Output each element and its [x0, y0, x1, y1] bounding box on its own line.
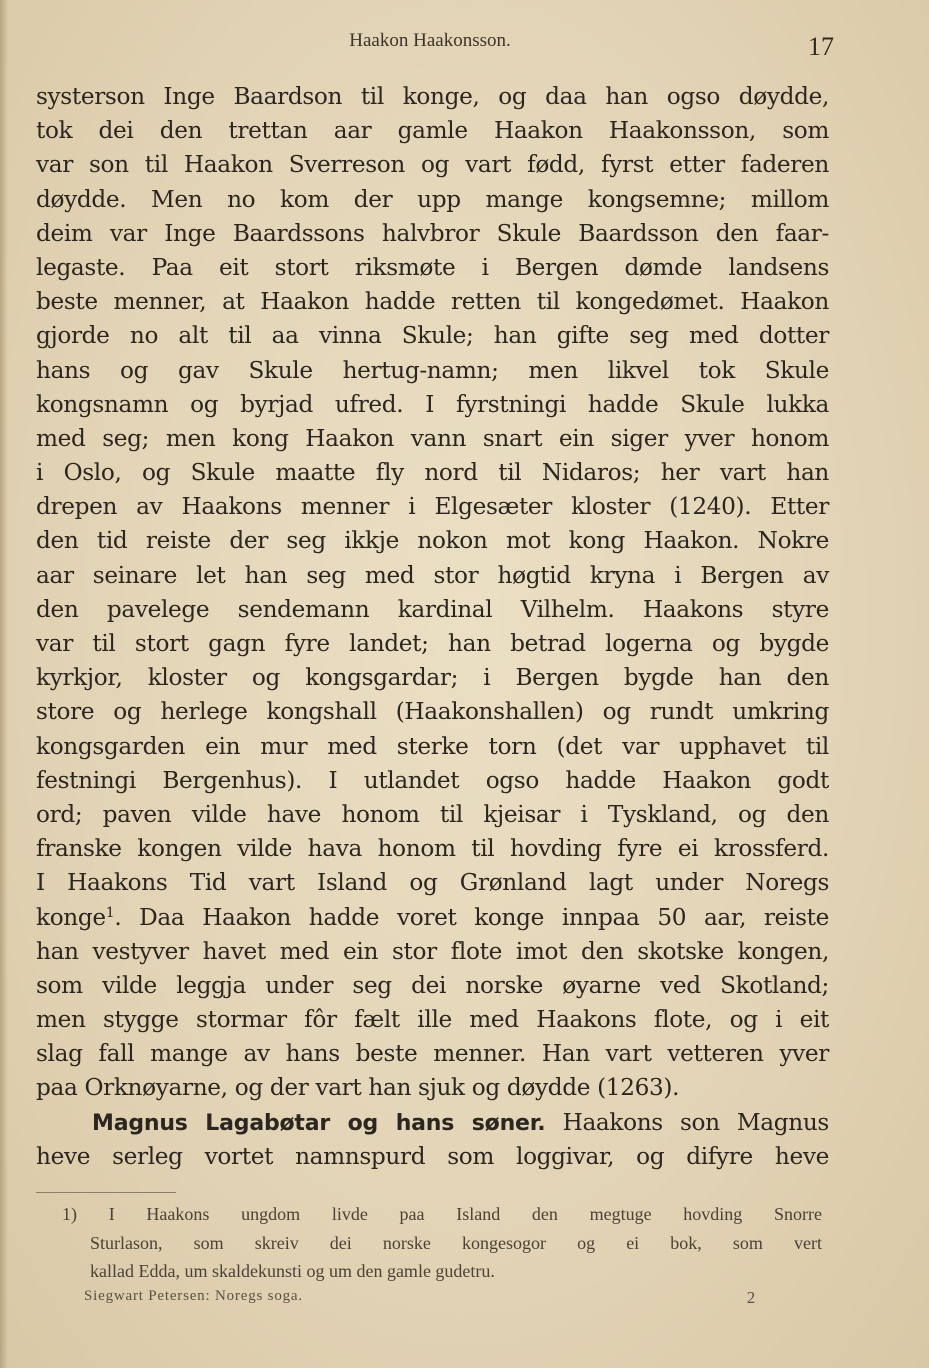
text-line: legaste. Paa eit stort riksmøte i Bergen dømde landsens: [36, 253, 829, 281]
body-text: [36, 80, 829, 1174]
footnote-line: kallad Edda, um skaldekunsti og um den gamle gudetru.: [90, 1261, 495, 1281]
page-edge: [0, 0, 8, 1368]
text-line: den tid reiste der seg ikkje nokon mot kong Haakon. Nokre: [36, 527, 829, 555]
footnote-ref: 1: [105, 904, 115, 921]
footnote-line: [62, 1200, 822, 1229]
text-line: drepen av Haakons menner i Elgesæter kloster (1240). Etter: [36, 493, 829, 521]
running-head: Haakon Haakonsson.: [349, 30, 511, 51]
text-line: var son til Haakon Sverreson og vart fødd, fyrst etter faderen: [36, 151, 829, 179]
text-line-section-start: [36, 1106, 829, 1140]
text-line: deim var Inge Baardssons halvbror Skule Baardsson den faar-: [36, 219, 829, 247]
text-line: i Oslo, og Skule maatte fly nord til Nidaros; her vart han: [36, 459, 829, 487]
page-number: 17: [808, 32, 834, 61]
signature-author-title: Siegwart Petersen: Noregs soga.: [84, 1288, 303, 1304]
footnote: [62, 1200, 822, 1286]
text-line: I Haakons Tid vart Island og Grønland lagt under Noregs: [36, 869, 829, 897]
footnote-rule: [36, 1192, 176, 1193]
text-line: kongsnamn og byrjad ufred. I fyrstningi hadde Skule lukka: [36, 390, 829, 418]
text-segment: . Daa Haakon hadde voret konge innpaa 50 aar, reiste: [114, 903, 829, 931]
text-line: aar seinare let han seg med stor høgtid kryna i Bergen av: [36, 561, 829, 589]
page-header: [0, 28, 929, 68]
text-line: med seg; men kong Haakon vann snart ein siger yver honom: [36, 424, 829, 452]
section-heading: Magnus Lagabøtar og hans søner.: [92, 1110, 546, 1136]
text-line: gjorde no alt til aa vinna Skule; han gifte seg med dotter: [36, 322, 829, 350]
text-line: døydde. Men no kom der upp mange kongsemne; millom: [36, 185, 829, 213]
text-line: kongsgarden ein mur med sterke torn (det var upphavet til: [36, 732, 829, 760]
signature-sheet-number: 2: [746, 1288, 756, 1307]
text-line: kyrkjor, kloster og kongsgardar; i Bergen bygde han den: [36, 664, 829, 692]
text-line: beste menner, at Haakon hadde retten til kongedømet. Haakon: [36, 288, 829, 316]
text-line: men stygge stormar fôr fælt ille med Haakons flote, og i eit: [36, 1006, 829, 1034]
text-line: tok dei den trettan aar gamle Haakon Haakonsson, som: [36, 117, 829, 145]
footnote-line: Sturlason, som skreiv dei norske kongesogor og ei bok, som vert: [90, 1232, 822, 1253]
text-line: hans og gav Skule hertug-namn; men likvel tok Skule: [36, 356, 829, 384]
text-segment: Haakons son Magnus: [545, 1108, 829, 1136]
text-line-with-footnote-ref: [36, 901, 829, 935]
text-line: systerson Inge Baardson til konge, og daa han ogso døydde,: [36, 83, 829, 110]
text-line: heve serleg vortet namnspurd som loggivar, og difyre heve: [36, 1142, 829, 1170]
text-line: som vilde leggja under seg dei norske øyarne ved Skotland;: [36, 971, 829, 999]
text-line: festningi Bergenhus). I utlandet ogso hadde Haakon godt: [36, 766, 829, 794]
text-line: store og herlege kongshall (Haakonshallen) og rundt umkring: [36, 698, 829, 726]
text-line: slag fall mange av hans beste menner. Han vart vetteren yver: [36, 1040, 829, 1068]
text-line: paa Orknøyarne, og der vart han sjuk og døydde (1263).: [36, 1074, 680, 1102]
text-line: han vestyver havet med ein stor flote imot den skotske kongen,: [36, 937, 829, 965]
text-line: var til stort gagn fyre landet; han betrad logerna og bygde: [36, 630, 829, 657]
footnote-marker: 1): [62, 1204, 77, 1224]
text-line: franske kongen vilde hava honom til hovding fyre ei krossferd.: [36, 835, 829, 863]
text-line: ord; paven vilde have honom til kjeisar i Tyskland, og den: [36, 800, 829, 828]
text-segment: konge: [36, 903, 106, 931]
text-line: den pavelege sendemann kardinal Vilhelm. Haakons styre: [36, 595, 829, 623]
footnote-text: I Haakons ungdom livde paa Island den megtuge hovding Snorre: [108, 1204, 822, 1224]
